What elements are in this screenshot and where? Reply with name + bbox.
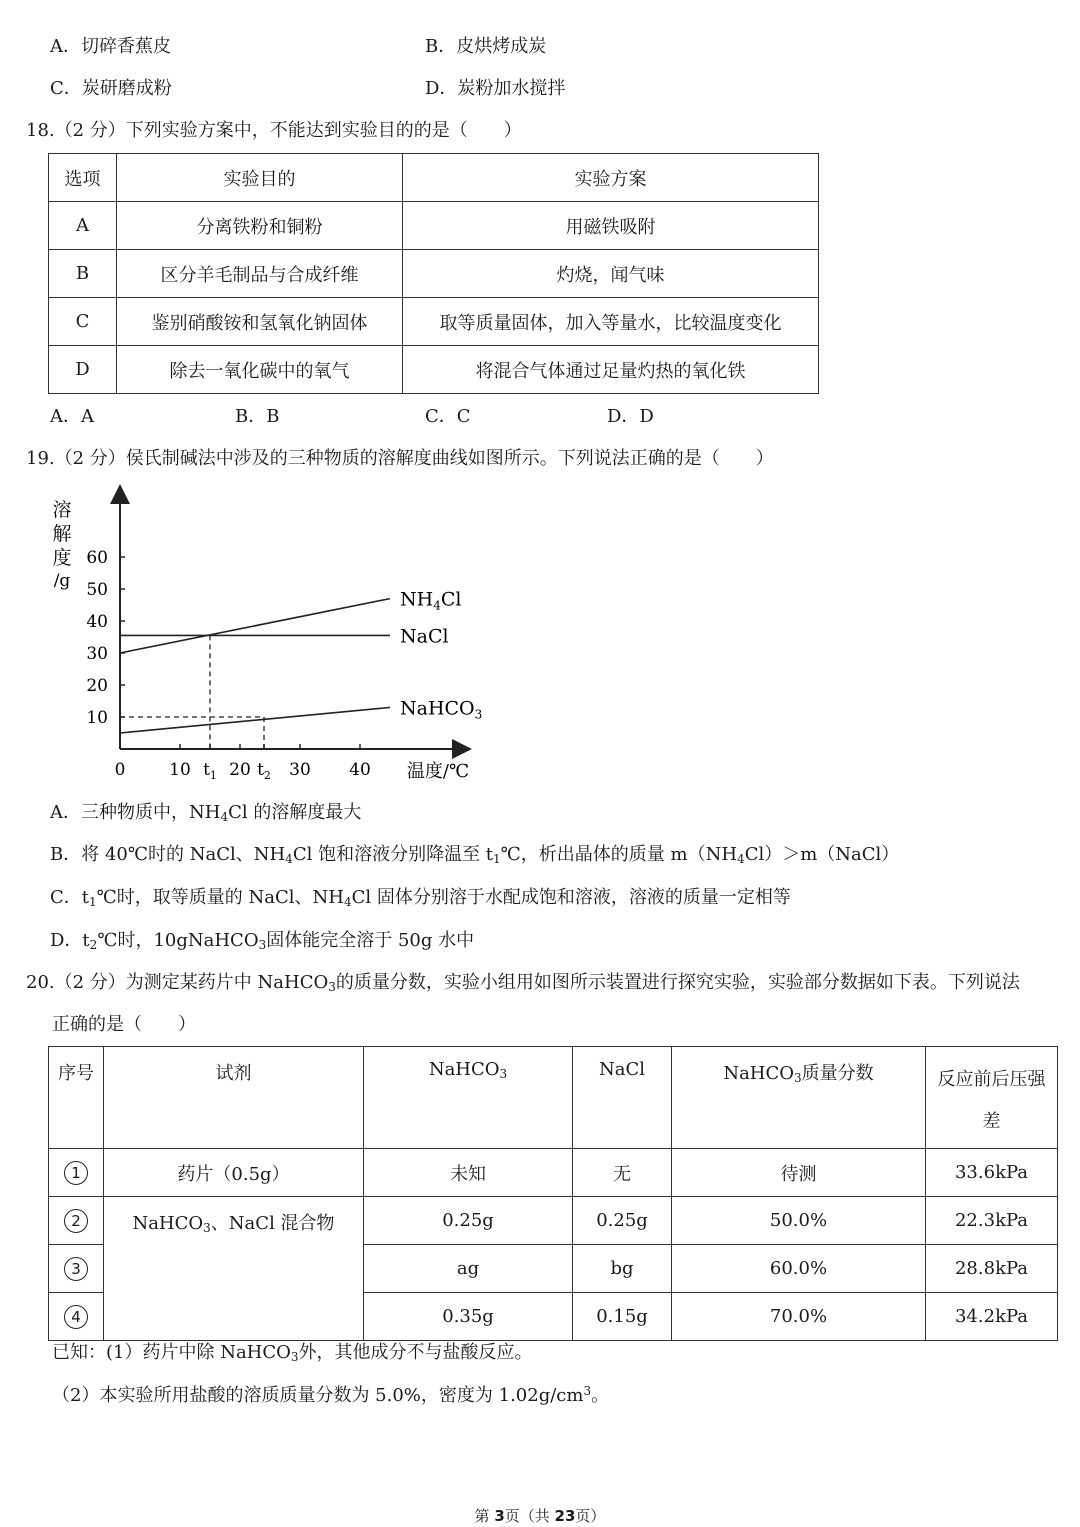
y-tick-label: 20	[86, 676, 108, 696]
q20-cell-nacl: 0.15g	[573, 1293, 672, 1341]
q20-cell-fraction: 待测	[672, 1149, 926, 1197]
x-tick-label: 40	[349, 760, 371, 780]
q20-cell-nahco3: ag	[364, 1245, 573, 1293]
q18-cell-plan: 用磁铁吸附	[403, 202, 819, 250]
y-tick-label: 40	[86, 612, 108, 632]
y-label-char: 度	[52, 547, 72, 569]
q20-cell-pressure: 34.2kPa	[926, 1293, 1058, 1341]
q20-cell-fraction: 60.0%	[672, 1245, 926, 1293]
table-row	[49, 1047, 1058, 1149]
q18-cell-option: D	[49, 346, 117, 394]
q20-cell-nacl: 0.25g	[573, 1197, 672, 1245]
q20-cell-nahco3: 0.25g	[364, 1197, 573, 1245]
q20-cell-pressure: 22.3kPa	[926, 1197, 1058, 1245]
q20-cell-seq: 4	[49, 1293, 104, 1341]
q19-option-b: B．将 40℃时的 NaCl、$NH_4Cl$ 饱和溶液分别降温至 $t_1℃$，析出晶体的质量 $m(NH_4Cl)>m(NaCl)$	[50, 844, 900, 866]
x-label: 温度/℃	[406, 761, 470, 782]
q20-header-pressure: 反应前后压强 差	[926, 1047, 1058, 1149]
q18-header-option: 选项	[49, 154, 117, 202]
x-tick-label: 30	[289, 760, 311, 780]
q20-cell-nahco3: 未知	[364, 1149, 573, 1197]
q19-option-c: C．$t_1℃$时，取等质量的 NaCl、$NH_4Cl$ 固体分别溶于水配成饱和溶液，溶液的质量一定相等	[50, 887, 791, 909]
q18-cell-plan: 灼烧，闻气味	[403, 250, 819, 298]
q18-cell-option: A	[49, 202, 117, 250]
x-tick-label: $t_1$	[203, 760, 217, 782]
q18-option-a: A．A	[50, 406, 94, 427]
q19-stem: 19.（2 分）侯氏制碱法中涉及的三种物质的溶解度曲线如图所示。下列说法正确的是（ ）	[26, 448, 774, 469]
table-row	[49, 1197, 1058, 1245]
q18-stem: 18.（2 分）下列实验方案中，不能达到实验目的的是（ ）	[26, 120, 522, 141]
q18-cell-goal: 分离铁粉和铜粉	[117, 202, 403, 250]
table-row	[49, 346, 819, 394]
y-label-char: 解	[52, 523, 72, 545]
q17-option-b: B．皮烘烤成炭	[425, 36, 547, 57]
q20-header-reagent: 试剂	[104, 1047, 364, 1149]
x-tick-label: 0	[114, 760, 126, 780]
q20-cell-fraction: 70.0%	[672, 1293, 926, 1341]
table-row	[49, 154, 819, 202]
q18-option-c: C．C	[425, 406, 471, 427]
table-row	[49, 1149, 1058, 1197]
x-tick-label: $t_2$	[257, 760, 271, 782]
q18-cell-plan: 取等质量固体，加入等量水，比较温度变化	[403, 298, 819, 346]
q20-cell-nacl: bg	[573, 1245, 672, 1293]
q20-header-fraction: NaHCO$_3$质量分数	[672, 1047, 926, 1149]
table-row	[49, 250, 819, 298]
y-tick-label: 50	[86, 580, 108, 600]
q20-cell-fraction: 50.0%	[672, 1197, 926, 1245]
q20-header-nahco3: NaHCO$_3$	[364, 1047, 573, 1149]
table-row	[49, 202, 819, 250]
q20-cell-pressure: 28.8kPa	[926, 1245, 1058, 1293]
q20-cell-reagent: 药片（0.5g）	[104, 1149, 364, 1197]
q20-stem-line2: 正确的是（ ）	[52, 1014, 196, 1035]
q18-header-goal: 实验目的	[117, 154, 403, 202]
q20-known-2: （2）本实验所用盐酸的溶质质量分数为 5.0%，密度为 $1.02g/cm^3$。	[52, 1384, 610, 1406]
page-footer: 第 3页（共 23页）	[474, 1507, 606, 1525]
y-tick-label: 60	[86, 548, 108, 568]
q20-header-nacl: NaCl	[573, 1047, 672, 1149]
q20-table	[48, 1046, 1058, 1341]
series-line-nh4cl	[120, 599, 390, 653]
y-tick-label: 30	[86, 644, 108, 664]
y-tick-label: 10	[86, 708, 108, 728]
q20-cell-nahco3: 0.35g	[364, 1293, 573, 1341]
series-line-nahco3	[120, 707, 390, 733]
series-label-nh4cl: $NH_4Cl$	[400, 588, 462, 613]
y-label-char: 溶	[52, 499, 72, 521]
q18-cell-goal: 除去一氧化碳中的氧气	[117, 346, 403, 394]
q18-cell-option: C	[49, 298, 117, 346]
q17-option-c: C．炭研磨成粉	[50, 78, 172, 99]
q18-cell-option: B	[49, 250, 117, 298]
series-label-nacl: NaCl	[400, 625, 449, 648]
q18-option-b: B．B	[235, 406, 280, 427]
table-row	[49, 298, 819, 346]
q20-known-1: 已知：(1）药片中除 NaHCO$_3$外，其他成分不与盐酸反应。	[52, 1342, 533, 1364]
q20-cell-seq: 1	[49, 1149, 104, 1197]
x-tick-label: 10	[169, 760, 191, 780]
q18-cell-goal: 鉴别硝酸铵和氢氧化钠固体	[117, 298, 403, 346]
q20-cell-nacl: 无	[573, 1149, 672, 1197]
q20-cell-seq: 3	[49, 1245, 104, 1293]
q17-option-a: A．切碎香蕉皮	[50, 36, 171, 57]
series-label-nahco3: NaHCO$_3$	[400, 697, 483, 722]
q18-option-d: D．D	[607, 406, 654, 427]
q20-cell-reagent-merged: NaHCO$_3$、NaCl 混合物	[104, 1197, 364, 1341]
q20-stem-line1: 20.（2 分）为测定某药片中 NaHCO$_3$的质量分数，实验小组用如图所示装置进行探究实验，实验部分数据如下表。下列说法	[26, 972, 1020, 994]
q18-cell-plan: 将混合气体通过足量灼热的氧化铁	[403, 346, 819, 394]
q19-option-d: D．$t_2℃$时，10gNaHCO$_3$固体能完全溶于 50g 水中	[50, 930, 475, 952]
q18-table	[48, 153, 819, 394]
q19-option-a: A．三种物质中，$NH_4Cl$ 的溶解度最大	[50, 802, 362, 824]
q20-cell-pressure: 33.6kPa	[926, 1149, 1058, 1197]
q18-cell-goal: 区分羊毛制品与合成纤维	[117, 250, 403, 298]
q18-header-plan: 实验方案	[403, 154, 819, 202]
solubility-chart	[0, 480, 500, 790]
q17-option-d: D．炭粉加水搅拌	[425, 78, 566, 99]
q20-cell-seq: 2	[49, 1197, 104, 1245]
y-label-char: /g	[53, 571, 71, 591]
q20-header-seq: 序号	[49, 1047, 104, 1149]
x-tick-label: 20	[229, 760, 251, 780]
